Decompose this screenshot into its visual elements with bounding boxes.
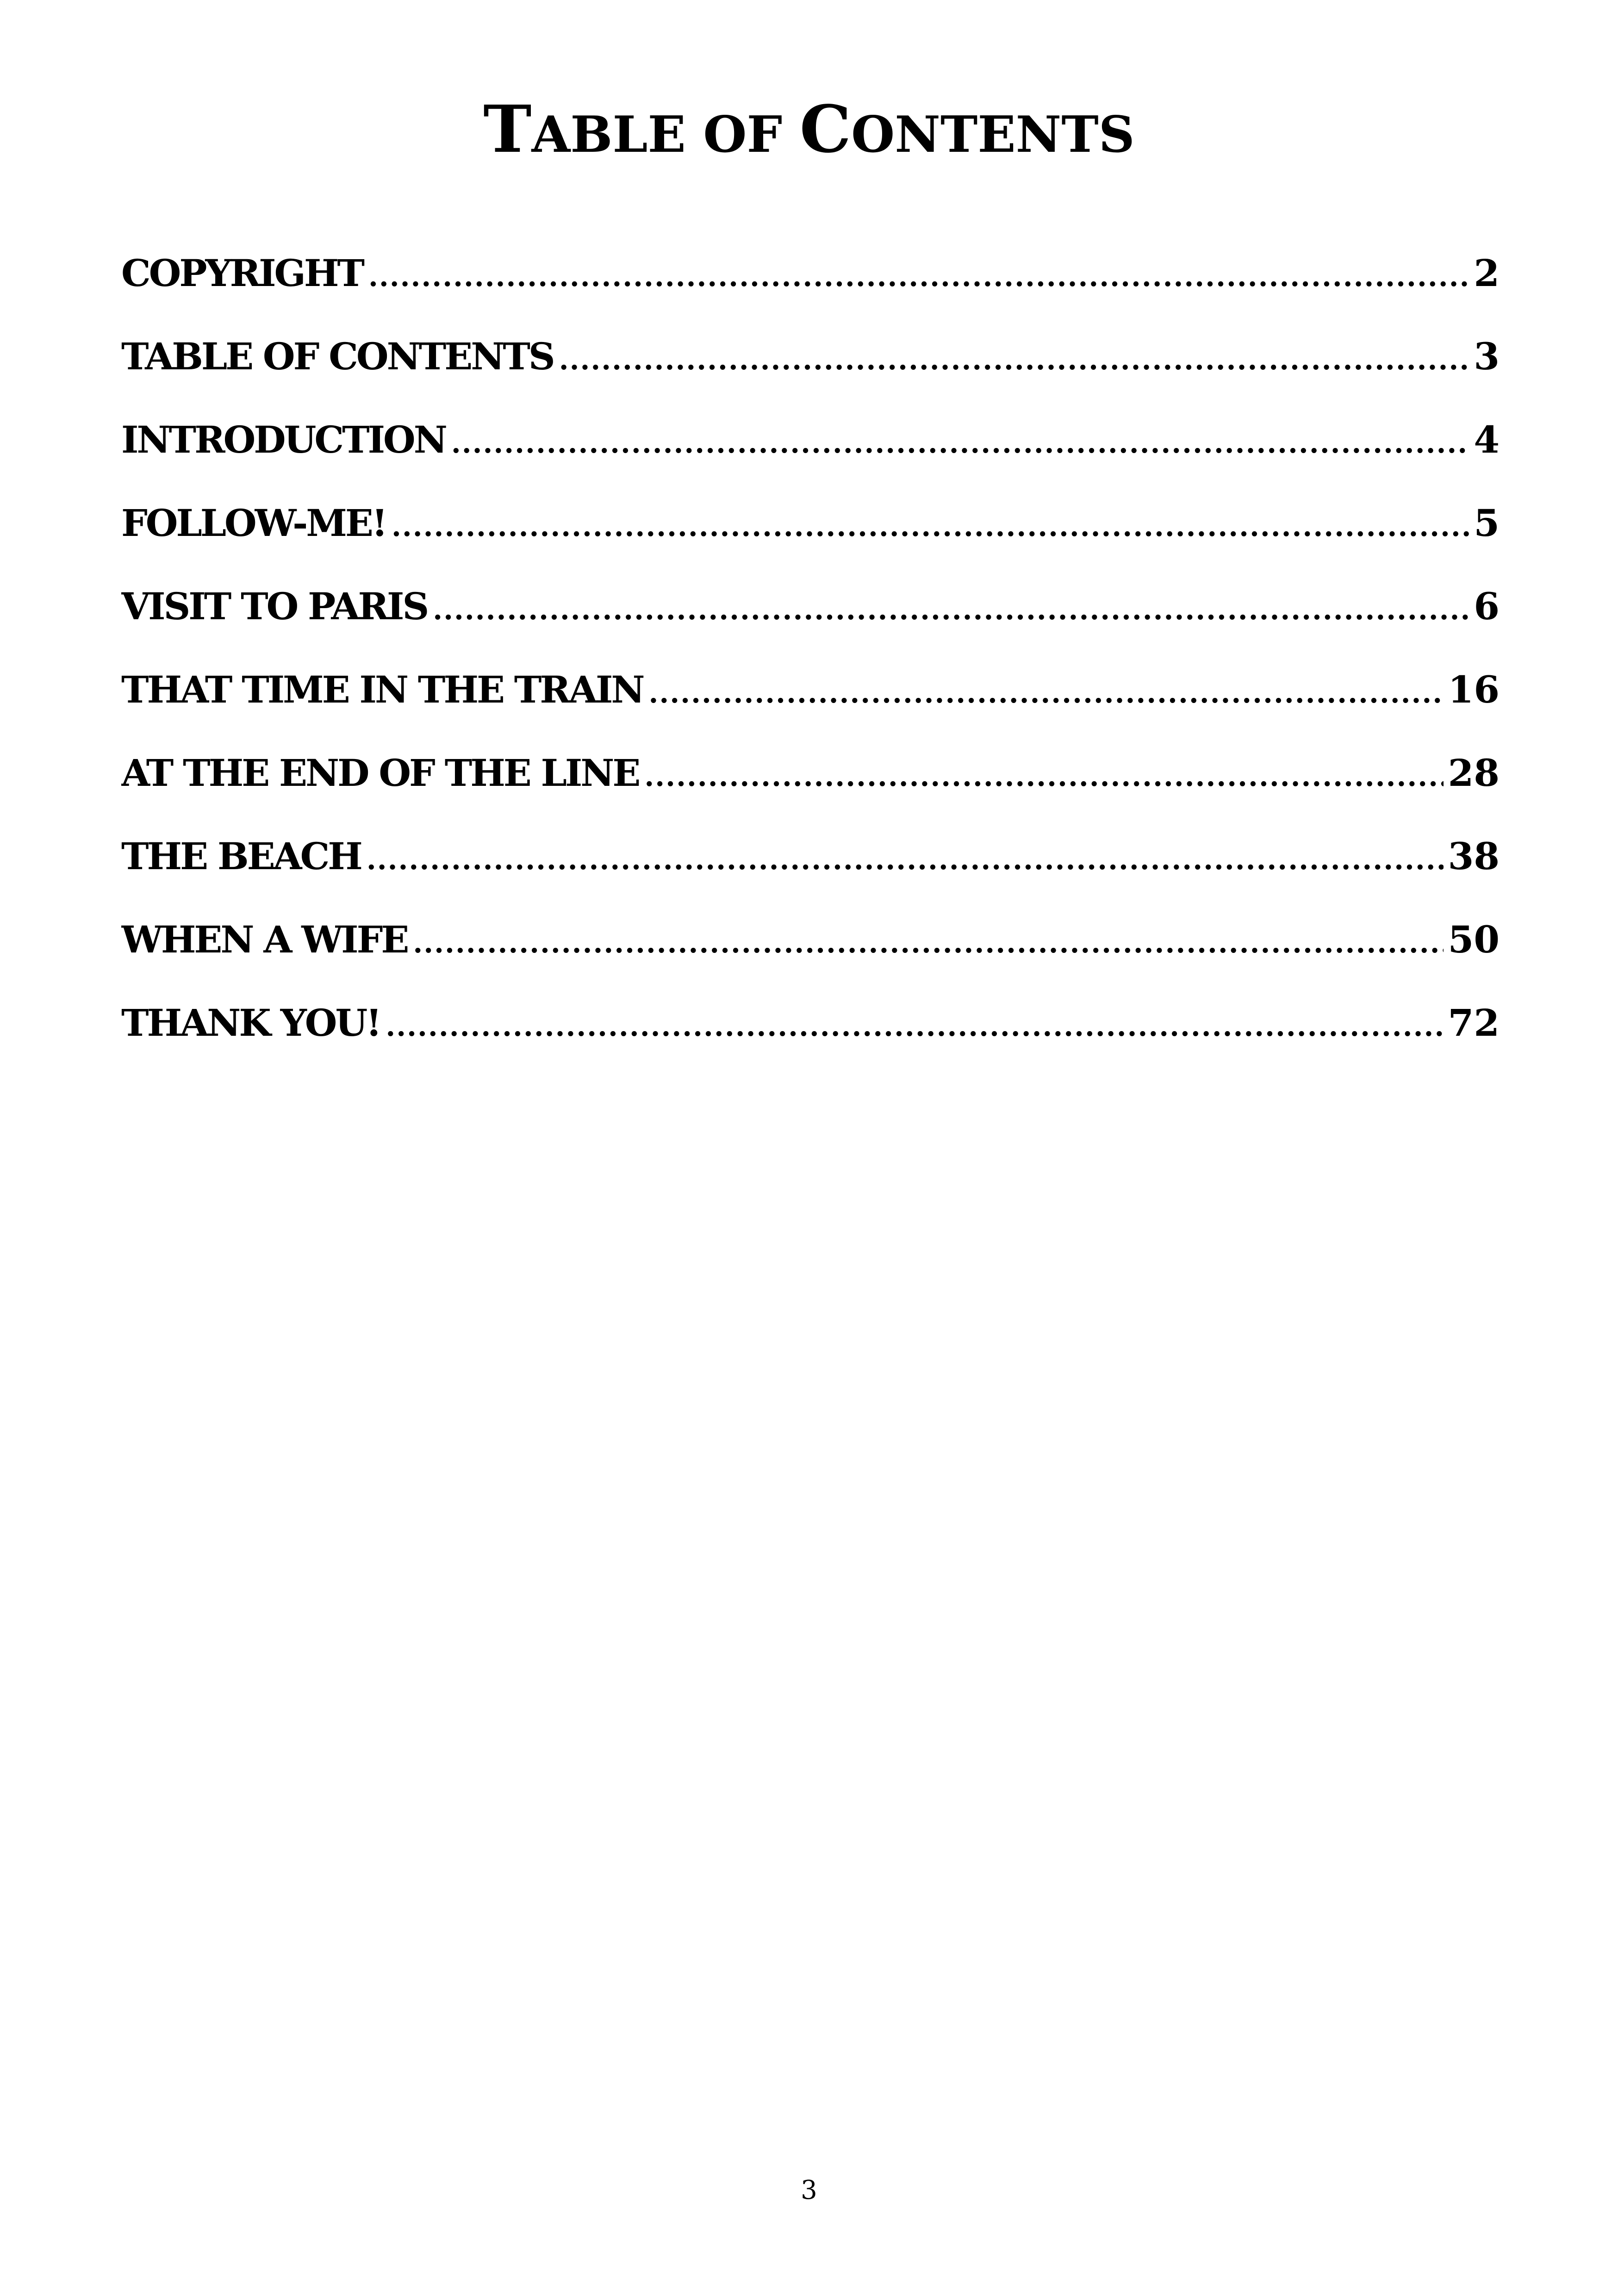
toc-entry-label: THAT TIME IN THE TRAIN (121, 668, 643, 711)
toc-entry-when-a-wife[interactable] (121, 898, 1500, 981)
toc-entry-that-time-in-the-train[interactable] (121, 648, 1500, 731)
toc-entry-label: AT THE END OF THE LINE (121, 751, 639, 795)
toc-entry-introduction[interactable] (121, 398, 1500, 481)
toc-entry-follow-me[interactable] (121, 481, 1500, 565)
toc-dot-leader (392, 485, 1469, 565)
page-title (0, 83, 1618, 181)
toc-entry-label: THANK YOU! (121, 1001, 380, 1045)
toc-entry-label: INTRODUCTION (121, 418, 446, 461)
page-number: 3 (801, 2175, 817, 2205)
toc-entry-visit-to-paris[interactable] (121, 565, 1500, 648)
toc-entry-label: THE BEACH (121, 834, 361, 878)
toc-dot-leader (433, 568, 1469, 648)
toc-dot-leader (413, 902, 1443, 981)
toc-entry-label: WHEN A WIFE (121, 918, 408, 961)
toc-entry-copyright[interactable] (121, 231, 1500, 315)
toc-entry-page: 4 (1474, 418, 1500, 461)
toc-entry-page: 50 (1448, 918, 1500, 961)
toc-dot-leader (367, 818, 1444, 898)
title-rest-1: ABLE OF (531, 106, 800, 164)
toc-entry-the-beach[interactable] (121, 815, 1500, 898)
toc-list (121, 231, 1500, 1064)
toc-entry-label: VISIT TO PARIS (121, 585, 428, 628)
toc-entry-label: FOLLOW-ME! (121, 501, 386, 545)
toc-entry-page: 16 (1448, 668, 1500, 711)
toc-entry-thank-you[interactable] (121, 981, 1500, 1064)
toc-dot-leader (368, 235, 1469, 315)
toc-entry-page: 3 (1474, 335, 1500, 378)
toc-entry-page: 6 (1474, 585, 1500, 628)
toc-entry-label: TABLE OF CONTENTS (121, 335, 554, 378)
toc-entry-page: 38 (1448, 834, 1500, 878)
toc-entry-page: 72 (1448, 1001, 1500, 1045)
toc-dot-leader (451, 402, 1469, 481)
toc-dot-leader (559, 318, 1469, 398)
toc-dot-leader (386, 985, 1443, 1064)
toc-entry-page: 5 (1474, 501, 1500, 545)
toc-dot-leader (649, 652, 1444, 731)
toc-entry-page: 28 (1448, 751, 1500, 795)
toc-entry-table-of-contents[interactable] (121, 315, 1500, 398)
title-initial-t: T (483, 92, 532, 168)
toc-entry-at-the-end-of-the-line[interactable] (121, 731, 1500, 815)
toc-entry-label: COPYRIGHT (121, 251, 363, 295)
toc-entry-page: 2 (1474, 251, 1500, 295)
title-initial-c: C (799, 92, 852, 168)
title-rest-2: ONTENTS (851, 106, 1135, 164)
toc-dot-leader (644, 735, 1443, 815)
